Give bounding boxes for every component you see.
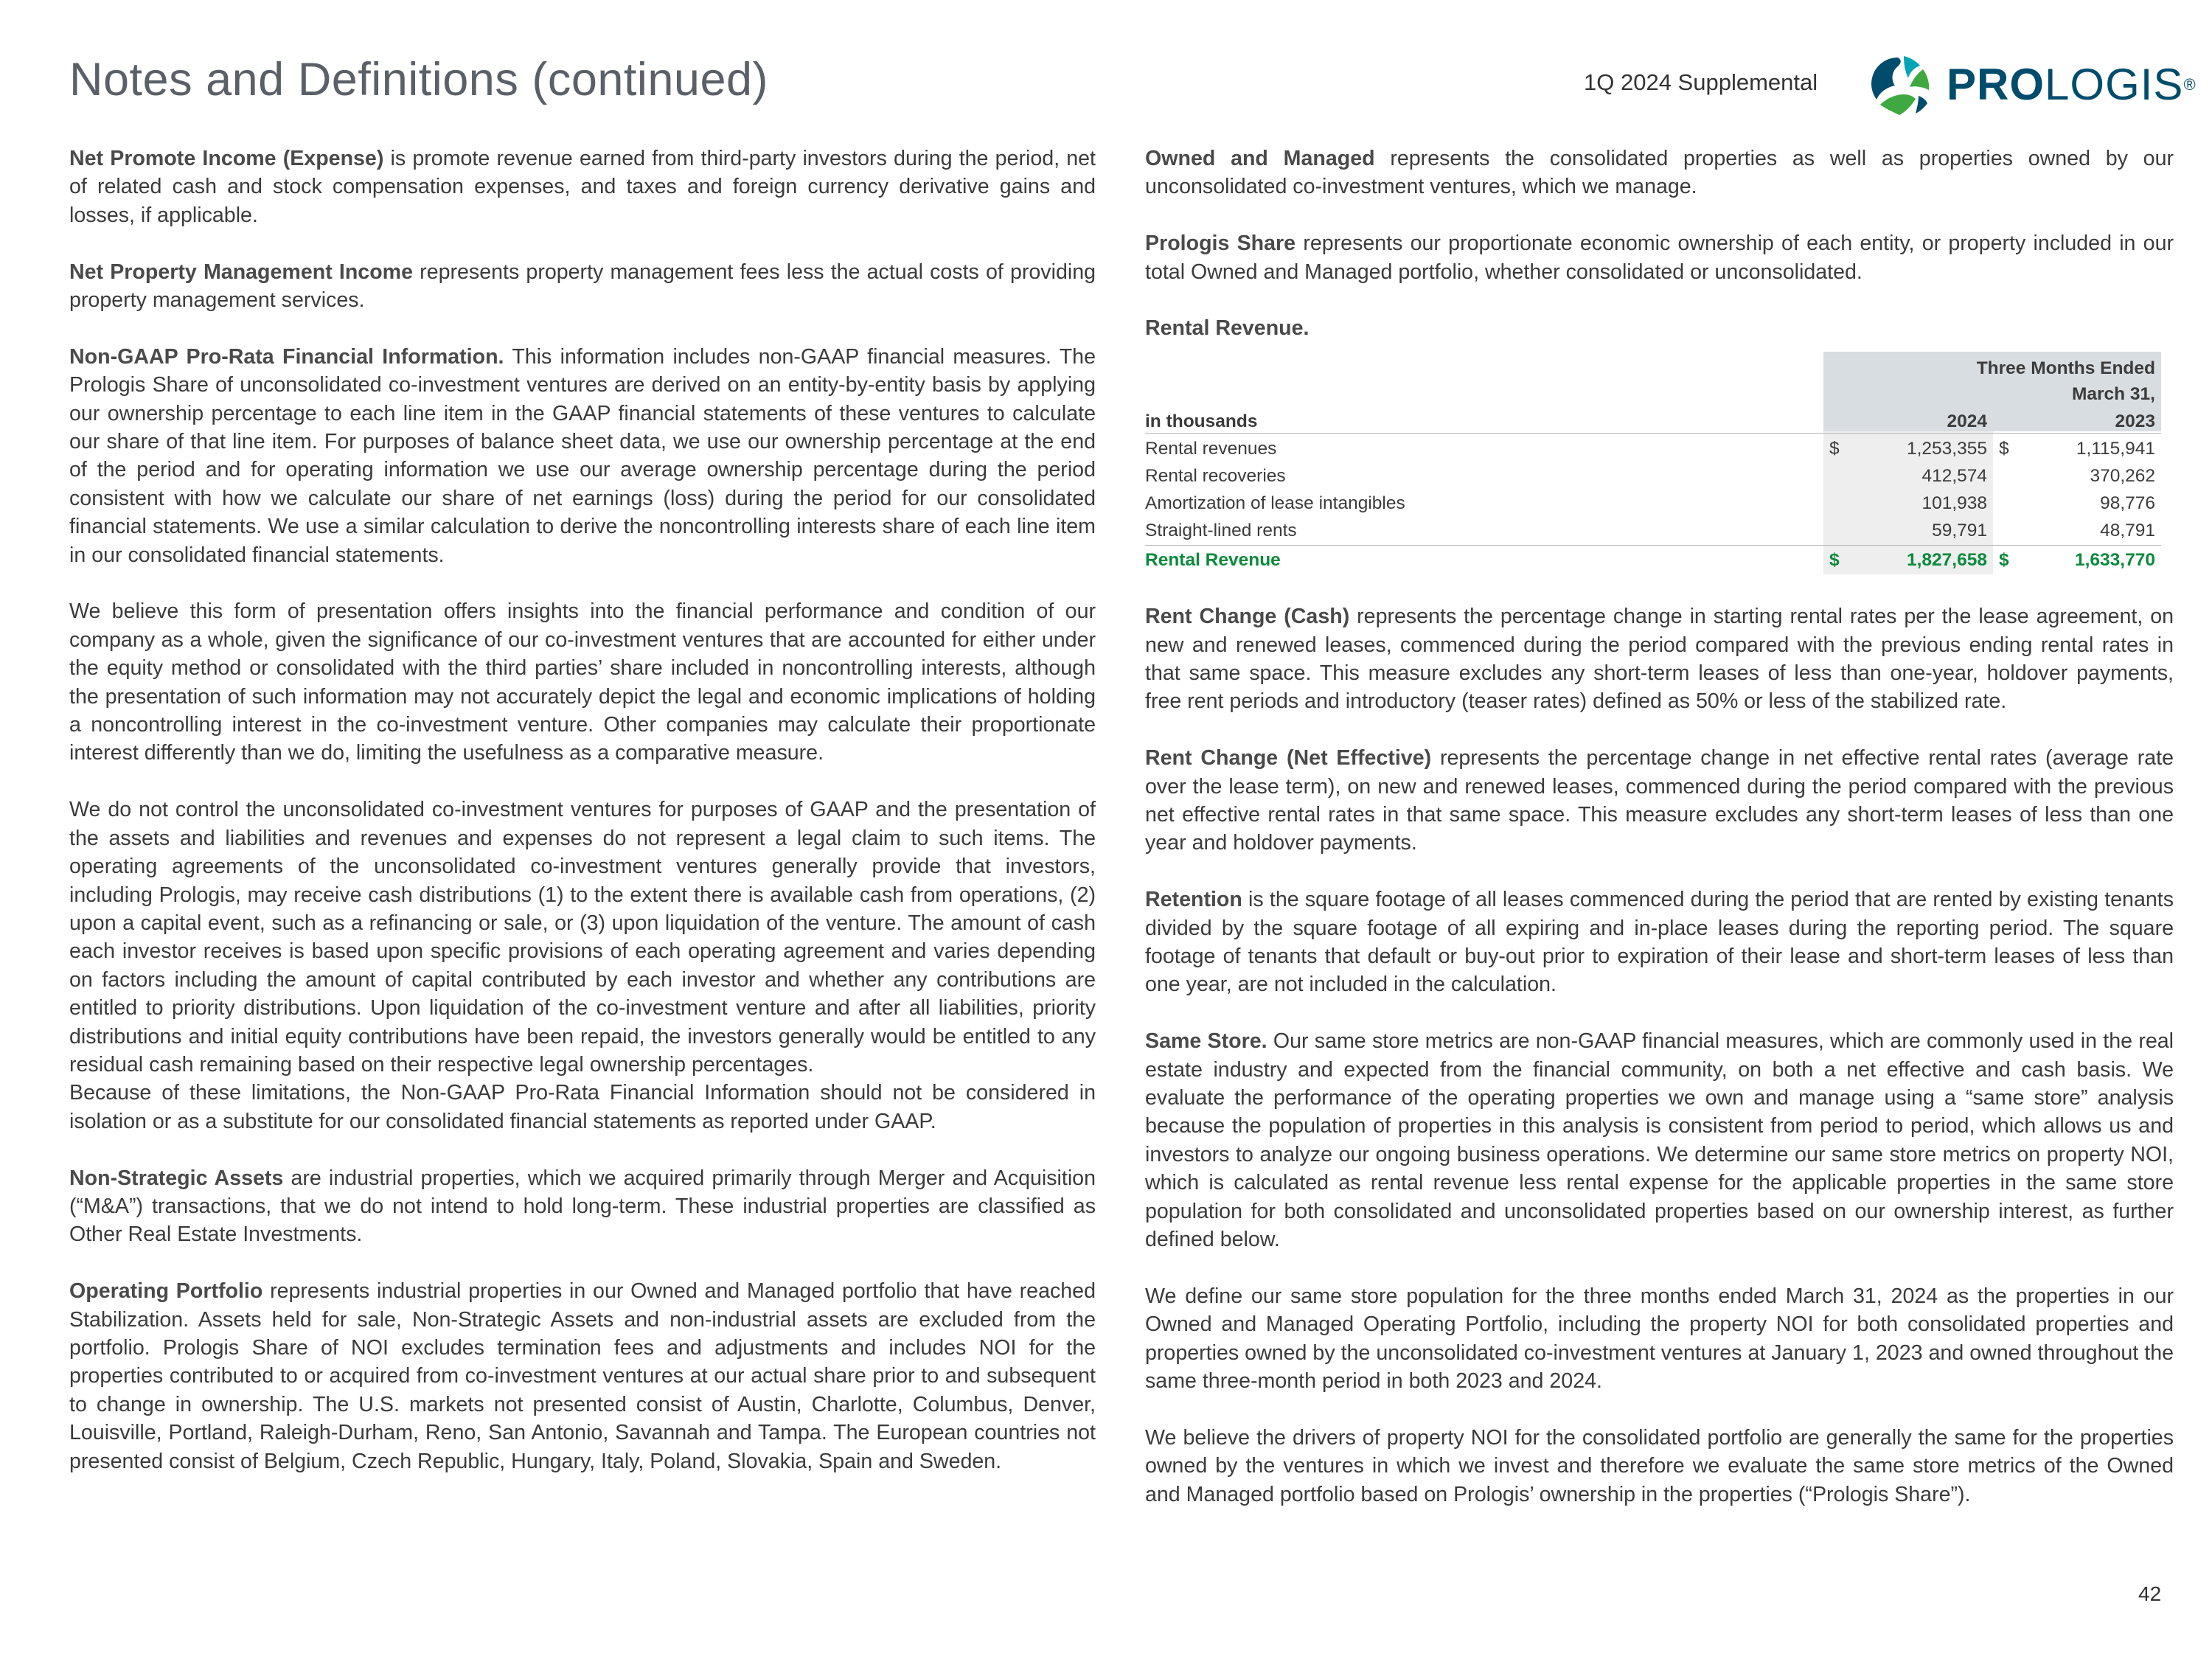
retention-paragraph — [1145, 886, 2174, 999]
value-2023: 370,262 — [2090, 465, 2155, 486]
definition-rent-change-cash: represents the percentage change in starting rental rates per the lease agreement, on new and renewed leases, commenced during the period compared with the previous ending rental rates in that same space. This measure excludes any short-term leases of less than one-year, holdover payments, free rent periods and introductory (teaser rates) defined as 50% or less of the stabilized rate. — [1145, 605, 2174, 714]
definition-operating-portfolio: represents industrial properties in our Owned and Managed portfolio that have reached Stabilization. Assets held for sale, Non-Strategic Assets and non-industrial assets are excluded from the portfolio. Prologis Share of NOI excludes termination fees and adjustments and includes NOI for the properties contributed to or acquired from co-investment ventures at our actual share prior to and subsequent to change in ownership. The U.S. markets not presented consist of Austin, Charlotte, Columbus, Denver, Louisville, Portland, Raleigh-Durham, Reno, San Antonio, Savannah and Tampa. The European countries not presented consist of Belgium, Czech Republic, Hungary, Italy, Poland, Slovakia, Spain and Sweden. — [69, 1279, 1096, 1473]
row-label: Rental recoveries — [1145, 465, 1286, 486]
definition-retention: is the square footage of all leases commenced during the period that are rented by existing tenants divided by the square footage of all expiring and in-place leases during the reporting period. The square footage of tenants that default or buy-out prior to expiration of their lease and short-term leases of less than one year, are not included in the calculation. — [1145, 888, 2174, 997]
prologis-wordmark — [1947, 58, 2197, 112]
definition-net-promote-income: is promote revenue earned from third-party investors during the period, net of related cash and stock compensation expenses, and taxes and foreign currency derivative gains and losses, if applicable. — [69, 147, 1096, 227]
definition-owned-and-managed: represents the consolidated properties as well as properties owned by our unconsolidated co-investment ventures, which we manage. — [1145, 147, 2174, 199]
value-2024: 1,253,355 — [1907, 438, 1987, 459]
owned-and-managed-paragraph — [1145, 145, 2174, 201]
right-column — [1145, 145, 2174, 1509]
header-three-months-ended: Three Months Ended — [1976, 358, 2155, 378]
year-2023-header: 2023 — [2115, 411, 2155, 431]
currency-symbol: $ — [1829, 549, 1840, 570]
value-2023: 1,115,941 — [2076, 438, 2155, 459]
value-2024: 59,791 — [1932, 520, 1987, 540]
logo-registered-mark: ® — [2183, 75, 2197, 94]
belief-paragraph: We believe this form of presentation offers insights into the financial performance and condition of our company as a whole, given the significance of our co-investment ventures that are accounted for either under the equity method or consolidated with the third parties’ share included in noncontrolling interests, although the presentation of such information may not accurately depict the legal and economic implications of holding a noncontrolling interest in the co-investment venture. Other companies may calculate their proportionate interest differently than we do, limiting the usefulness as a comparative measure. — [69, 599, 1096, 765]
value-2023: 98,776 — [2100, 493, 2155, 513]
term-operating-portfolio: Operating Portfolio — [69, 1279, 263, 1304]
page-title: Notes and Definitions (continued) — [69, 54, 769, 105]
definition-rent-change-net: represents the percentage change in net effective rental rates (average rate over the lease term), on new and renewed leases, commenced during the period compared with the previous net effective rental rates in that same space. This measure excludes any short-term leases of less than one year and holdover payments. — [1145, 746, 2174, 855]
rent-change-cash-paragraph — [1145, 602, 2174, 716]
year-2024-header: 2024 — [1947, 411, 1987, 431]
rental-revenue-table — [1145, 352, 2161, 574]
prologis-globe-icon — [1867, 53, 1933, 116]
total-value-2023: 1,633,770 — [2075, 549, 2155, 570]
term-same-store: Same Store. — [1145, 1029, 1267, 1054]
currency-symbol: $ — [1999, 438, 2009, 459]
currency-symbol: $ — [1999, 549, 2009, 570]
left-column — [69, 145, 1096, 1475]
value-2024: 412,574 — [1921, 465, 1987, 486]
definition-non-strategic-assets: are industrial properties, which we acquired primarily through Merger and Acquisition (“M&A”) transactions, that we do not intend to hold long-term. These industrial properties are classified as Other Real Estate Investments. — [69, 1166, 1096, 1247]
row-label: Rental revenues — [1145, 438, 1277, 459]
term-prologis-share: Prologis Share — [1145, 232, 1296, 256]
net-property-management-paragraph — [69, 258, 1096, 315]
units-label: in thousands — [1145, 411, 1258, 431]
operating-portfolio-paragraph — [69, 1277, 1096, 1475]
prologis-logo — [1867, 53, 2197, 116]
net-promote-income-paragraph — [69, 145, 1096, 229]
definition-net-property-management: represents property management fees less the actual costs of providing property management services. — [69, 260, 1096, 313]
value-2024: 101,938 — [1921, 493, 1987, 513]
total-label: Rental Revenue — [1145, 549, 1281, 570]
definition-non-gaap: This information includes non-GAAP financial measures. The Prologis Share of unconsolidated co-investment ventures are derived on an entity-by-entity basis by applying our ownership percentage to each line item in the GAAP financial statements of these ventures to calculate our share of that line item. For purposes of balance sheet data, we use our ownership percentage at the end of the period and for operating information we use our average ownership percentage during the period consistent with how we calculate our share of net earnings (loss) during the period for our consolidated financial statements. We use a similar calculation to derive the noncontrolling interests share of each line item in our consolidated financial statements. — [69, 344, 1096, 567]
term-non-gaap: Non-GAAP Pro-Rata Financial Information. — [69, 344, 504, 369]
same-store-population-paragraph: We define our same store population for the three months ended March 31, 2024 as the properties in our Owned and Managed Operating Portfolio, including the property NOI for both consolidated properties and properties owned by the unconsolidated co-investment ventures at January 1, 2023 and owned throughout the same three-month period in both 2023 and 2024. — [1145, 1284, 2174, 1394]
term-retention: Retention — [1145, 888, 1242, 912]
noi-drivers-paragraph: We believe the drivers of property NOI for the consolidated portfolio are generally the same for the properties owned by the ventures in which we invest and therefore we evaluate the same store metrics of the Owned and Managed portfolio based on Prologis’ ownership in the properties (“Prologis Share”). — [1145, 1425, 2174, 1506]
header-march-31: March 31, — [2071, 383, 2155, 404]
term-rent-change-cash: Rent Change (Cash) — [1145, 605, 1350, 629]
rental-revenue-table-title: Rental Revenue. — [1145, 316, 1310, 341]
term-non-strategic-assets: Non-Strategic Assets — [69, 1166, 284, 1190]
control-paragraph: We do not control the unconsolidated co-investment ventures for purposes of GAAP and the presentation of the assets and liabilities and revenues and expenses do not represent a legal claim to such items. The operating agreements of the unconsolidated co-investment ventures generally provide that investors, including Prologis, may receive cash distributions (1) to the extent there is available cash from operations, (2) upon a capital event, such as a refinancing or sale, or (3) upon liquidation of the venture. The amount of cash each investor receives is based upon specific provisions of each operating agreement and varies depending on factors including the amount of capital contributed by each investor and whether any contributions are entitled to priority distributions. Upon liquidation of the co-investment venture and after all liabilities, priority distributions and initial equity contributions have been repaid, the investors generally would be entitled to any residual cash remaining based on their respective legal ownership percentages. — [69, 798, 1096, 1077]
row-label: Straight-lined rents — [1145, 520, 1297, 540]
same-store-paragraph — [1145, 1027, 2174, 1253]
logo-text-rest: LOGIS — [2045, 60, 2184, 109]
total-rule — [1145, 545, 2161, 546]
total-value-2024: 1,827,658 — [1907, 549, 1987, 570]
prologis-share-paragraph — [1145, 229, 2174, 286]
non-gaap-paragraph — [69, 343, 1096, 569]
definition-same-store: Our same store metrics are non-GAAP financial measures, which are commonly used in the real estate industry and expected from the financial community, on both a net effective and cash basis. We evaluate the performance of the operating properties we own and manage using a “same store” analysis because the population of properties in this analysis is consistent from period to period, which allows us and investors to analyze our ongoing business operations. We determine our same store metrics on property NOI, which is calculated as rental revenue less rental expense for the applicable properties in the same store population for both consolidated and unconsolidated properties based on our ownership interest, as further defined below. — [1145, 1029, 2174, 1252]
term-net-property-management: Net Property Management Income — [69, 260, 414, 284]
value-2023: 48,791 — [2100, 520, 2155, 540]
page-number: 42 — [2138, 1582, 2162, 1605]
definition-prologis-share: represents our proportionate economic ownership of each entity, or property included in our total Owned and Managed portfolio, whether consolidated or unconsolidated. — [1145, 232, 2174, 284]
limitations-paragraph: Because of these limitations, the Non-GAAP Pro-Rata Financial Information should not be considered in isolation or as a substitute for our consolidated financial statements as reported under GAAP. — [69, 1081, 1096, 1133]
supplemental-label: 1Q 2024 Supplemental — [1584, 69, 1818, 95]
row-label: Amortization of lease intangibles — [1145, 493, 1405, 513]
currency-symbol: $ — [1829, 438, 1840, 459]
non-strategic-assets-paragraph — [69, 1164, 1096, 1249]
header-rule — [1145, 433, 2161, 434]
term-owned-and-managed: Owned and Managed — [1145, 147, 1375, 170]
term-rent-change-net: Rent Change (Net Effective) — [1145, 746, 1432, 771]
logo-text-bold: PRO — [1947, 60, 2045, 109]
term-net-promote-income: Net Promote Income (Expense) — [69, 147, 384, 170]
rent-change-net-paragraph — [1145, 744, 2174, 858]
